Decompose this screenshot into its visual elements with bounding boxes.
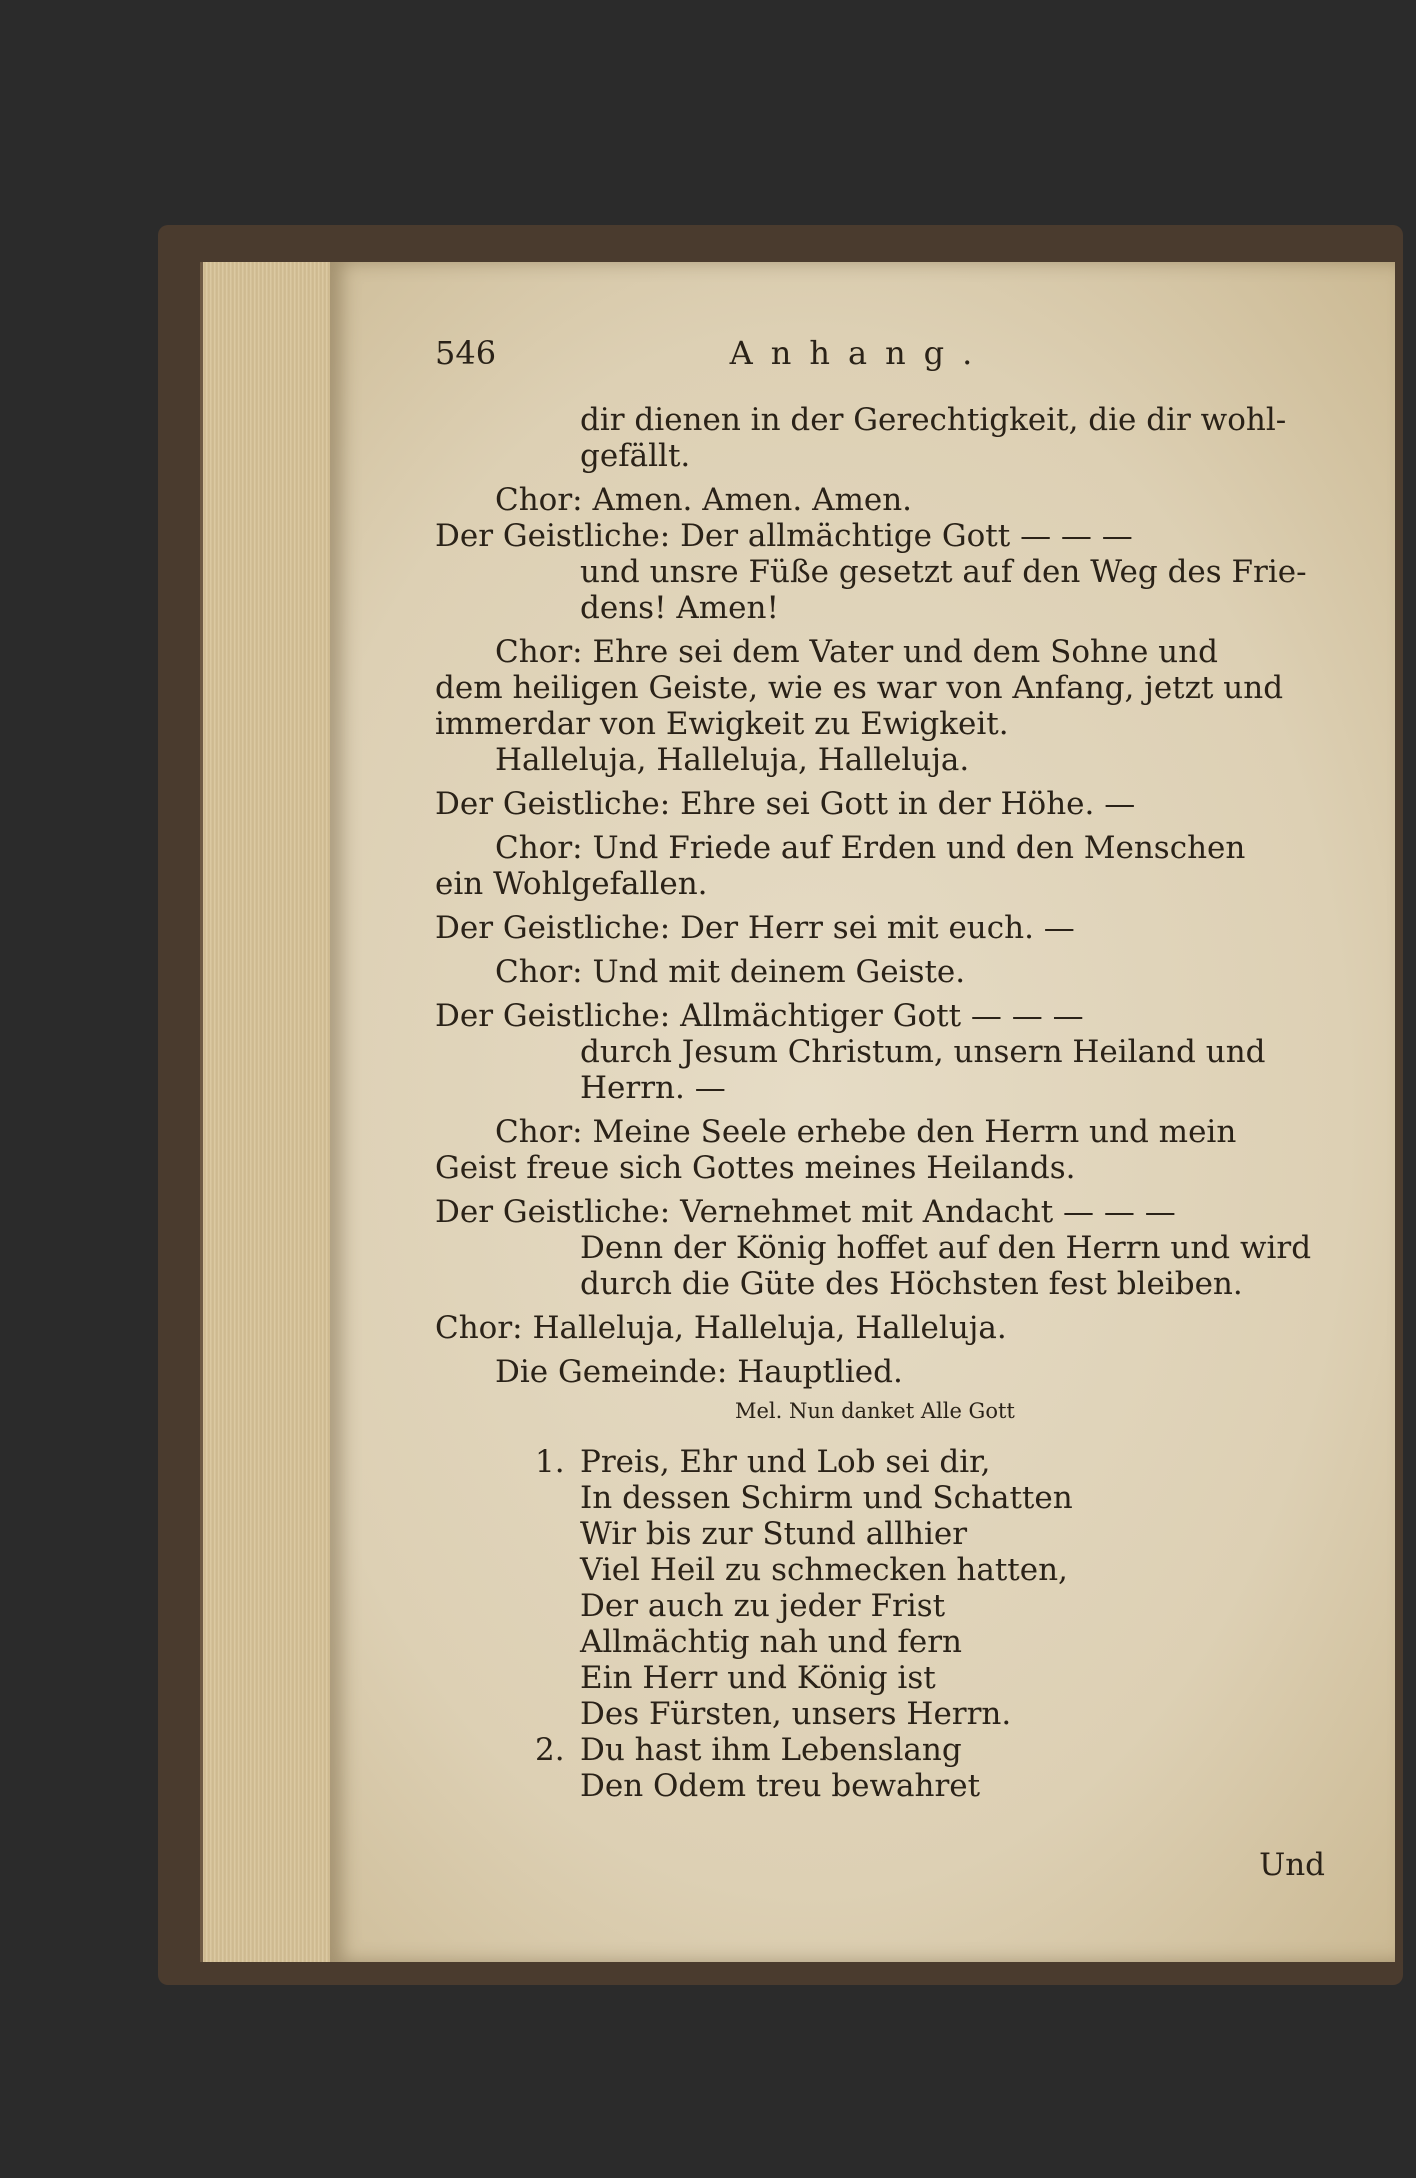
text-line: Chor: Und mit deinem Geiste.	[495, 954, 966, 990]
hymn-text: In dessen Schirm und Schatten	[580, 1480, 1073, 1516]
text-line: Der Geistliche: Allmächtiger Gott — — —	[435, 998, 1084, 1034]
text-line: Chor: Amen. Amen. Amen.	[495, 482, 913, 518]
hymn-text: Viel Heil zu schmecken hatten,	[580, 1552, 1068, 1588]
text-line: Denn der König hoffet auf den Herrn und wird	[580, 1230, 1312, 1266]
hymn-text: Der auch zu jeder Frist	[580, 1588, 946, 1624]
text-line: dens! Amen!	[580, 590, 779, 626]
text-line: Halleluja, Halleluja, Halleluja.	[495, 742, 970, 778]
hymn-line	[435, 1552, 1335, 1588]
text-line: gefällt.	[580, 438, 691, 474]
text-line: Die Gemeinde: Hauptlied.	[495, 1354, 903, 1390]
page-number: 546	[435, 334, 497, 372]
page-header	[435, 334, 1285, 379]
hymn-text: Wir bis zur Stund allhier	[580, 1516, 968, 1552]
text-line: Chor: Meine Seele erhebe den Herrn und mein	[495, 1114, 1237, 1150]
text-line: durch die Güte des Höchsten fest bleiben.	[580, 1266, 1243, 1302]
hymn-text: Preis, Ehr und Lob sei dir,	[580, 1444, 991, 1480]
hymn-line	[435, 1516, 1335, 1552]
hymn-text: Du hast ihm Lebenslang	[580, 1732, 962, 1768]
text-line: dem heiligen Geiste, wie es war von Anfang, jetzt und	[435, 670, 1284, 706]
text-line: und unsre Füße gesetzt auf den Weg des Frie-	[580, 554, 1307, 590]
text-line: Chor: Halleluja, Halleluja, Halleluja.	[435, 1310, 1007, 1346]
hymn-line	[435, 1624, 1335, 1660]
text-line: Der Geistliche: Der allmächtige Gott — — —	[435, 518, 1133, 554]
text-line: dir dienen in der Gerechtigkeit, die dir wohl-	[580, 402, 1287, 438]
text-line: Geist freue sich Gottes meines Heilands.	[435, 1150, 1076, 1186]
catchword: Und	[1259, 1847, 1325, 1883]
text-line: ein Wohlgefallen.	[435, 866, 708, 902]
page-body	[435, 402, 1335, 1804]
page-edges	[200, 262, 338, 1962]
text-line: Chor: Ehre sei dem Vater und dem Sohne und	[495, 634, 1218, 670]
text-line: immerdar von Ewigkeit zu Ewigkeit.	[435, 706, 1009, 742]
hymn-line	[435, 1444, 1335, 1480]
verse-number: 2.	[535, 1732, 565, 1768]
verse-number: 1.	[535, 1444, 565, 1480]
hymn-text: Allmächtig nah und fern	[580, 1624, 962, 1660]
hymn-text: Den Odem treu bewahret	[580, 1768, 981, 1804]
hymn-line	[435, 1768, 1335, 1804]
hymn-text: Ein Herr und König ist	[580, 1660, 936, 1696]
book-page	[330, 262, 1395, 1962]
hymn-text: Des Fürsten, unsers Herrn.	[580, 1696, 1012, 1732]
melody-line: Mel. Nun danket Alle Gott	[735, 1399, 1015, 1423]
hymn-verses	[435, 1444, 1335, 1804]
running-head: Anhang.	[729, 334, 991, 372]
text-line: Der Geistliche: Der Herr sei mit euch. —	[435, 910, 1075, 946]
text-line: Der Geistliche: Vernehmet mit Andacht — — —	[435, 1194, 1176, 1230]
text-line: Herrn. —	[580, 1070, 726, 1106]
hymn-line	[435, 1480, 1335, 1516]
hymn-line	[435, 1696, 1335, 1732]
text-line: durch Jesum Christum, unsern Heiland und	[580, 1034, 1266, 1070]
hymn-line	[435, 1732, 1335, 1768]
text-line: Chor: Und Friede auf Erden und den Menschen	[495, 830, 1246, 866]
hymn-line	[435, 1660, 1335, 1696]
text-line: Der Geistliche: Ehre sei Gott in der Höhe. —	[435, 786, 1136, 822]
hymn-line	[435, 1588, 1335, 1624]
text-lines	[435, 402, 1335, 1390]
